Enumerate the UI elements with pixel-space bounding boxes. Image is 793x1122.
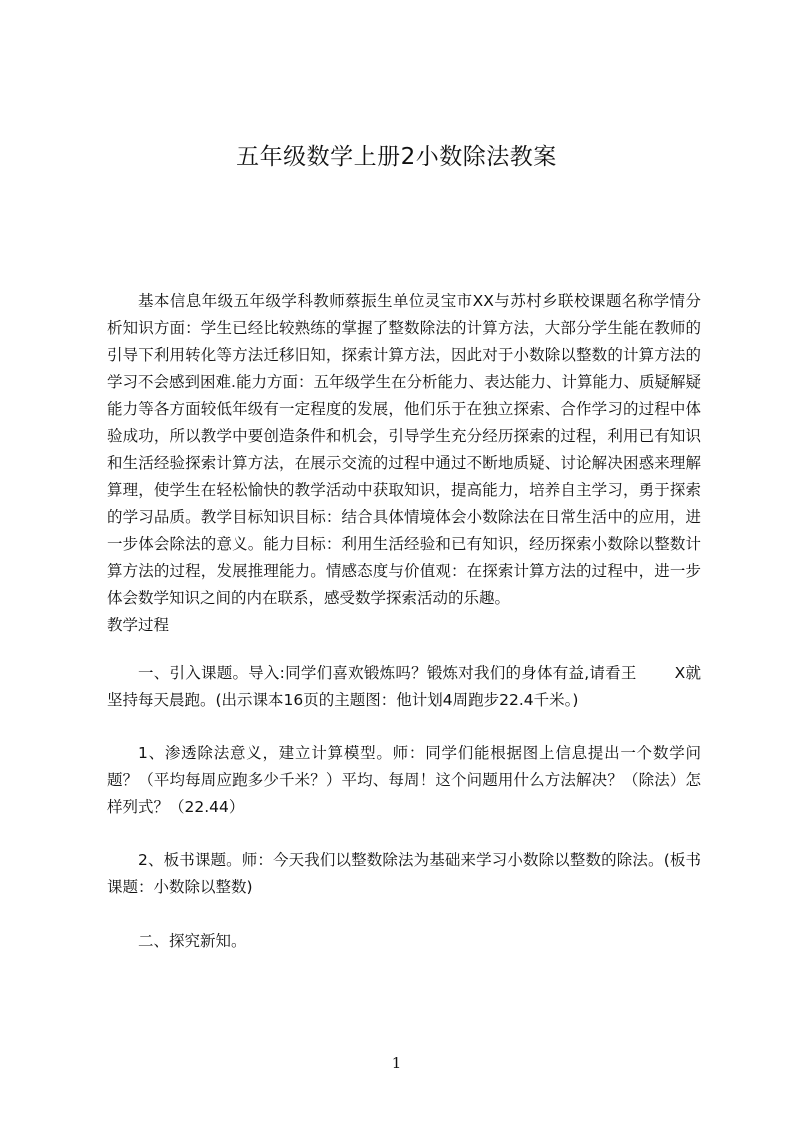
- page-title: 五年级数学上册2小数除法教案: [236, 144, 557, 170]
- paragraph-step-1-2: 2、板书课题。师：今天我们以整数除法为基础来学习小数除以整数的除法。(板书课题：小数除以整数): [107, 851, 701, 896]
- page-number: 1: [391, 1054, 402, 1072]
- paragraph-step-2: 二、探究新知。: [138, 932, 247, 950]
- paragraph-step-1-1: 1、渗透除法意义，建立计算模型。师：同学们能根据图上信息提出一个数学问题？（平均每周应跑多少千米？）平均、每周！这个问题用什么方法解决？（除法）怎样列式？（22.44）: [107, 744, 701, 816]
- paragraph-basic-info: 基本信息年级五年级学科教师蔡振生单位灵宝市XX与苏村乡联校课题名称学情分析知识方面：学生已经比较熟练的掌握了整数除法的计算方法，大部分学生能在教师的引导下利用转化等方法迁移旧知，探索计算方法，因此对于小数除以整数的计算方法的学习不会感到困难.能力方面：五年级学生在分析能力、表达能力、计算能力、质疑解疑能力等各方面较低年级有一定程度的发展，他们乐于在独立探索、合作学习的过程中体验成功，所以教学中要创造条件和机会，引导学生充分经历探索的过程，利用已有知识和生活经验探索计算方法，在展示交流的过程中通过不断地质疑、讨论解决困惑来理解算理，使学生在轻松愉快的教学活动中获取知识，提高能力，培养自主学习，勇于探索的学习品质。教学目标知识目标：结合具体情境体会小数除法在日常生活中的应用，进一步体会除法的意义。能力目标：利用生活经验和已有知识，经历探索小数除以整数计算方法的过程，发展推理能力。情感态度与价值观：在探索计算方法的过程中，进一步体会数学知识之间的内在联系，感受数学探索活动的乐趣。: [107, 292, 701, 607]
- step1-text-a: 一、引入课题。导入:同学们喜欢锻炼吗？锻炼对我们的身体有益,请看王: [138, 664, 637, 682]
- paragraph-step-1-intro: [107, 660, 701, 714]
- step1-text-b: X就坚持每天晨跑。(出示课本16页的主题图：他计划4周跑步22.4千米。): [107, 664, 702, 709]
- section-heading-teaching-process: 教学过程: [107, 616, 170, 634]
